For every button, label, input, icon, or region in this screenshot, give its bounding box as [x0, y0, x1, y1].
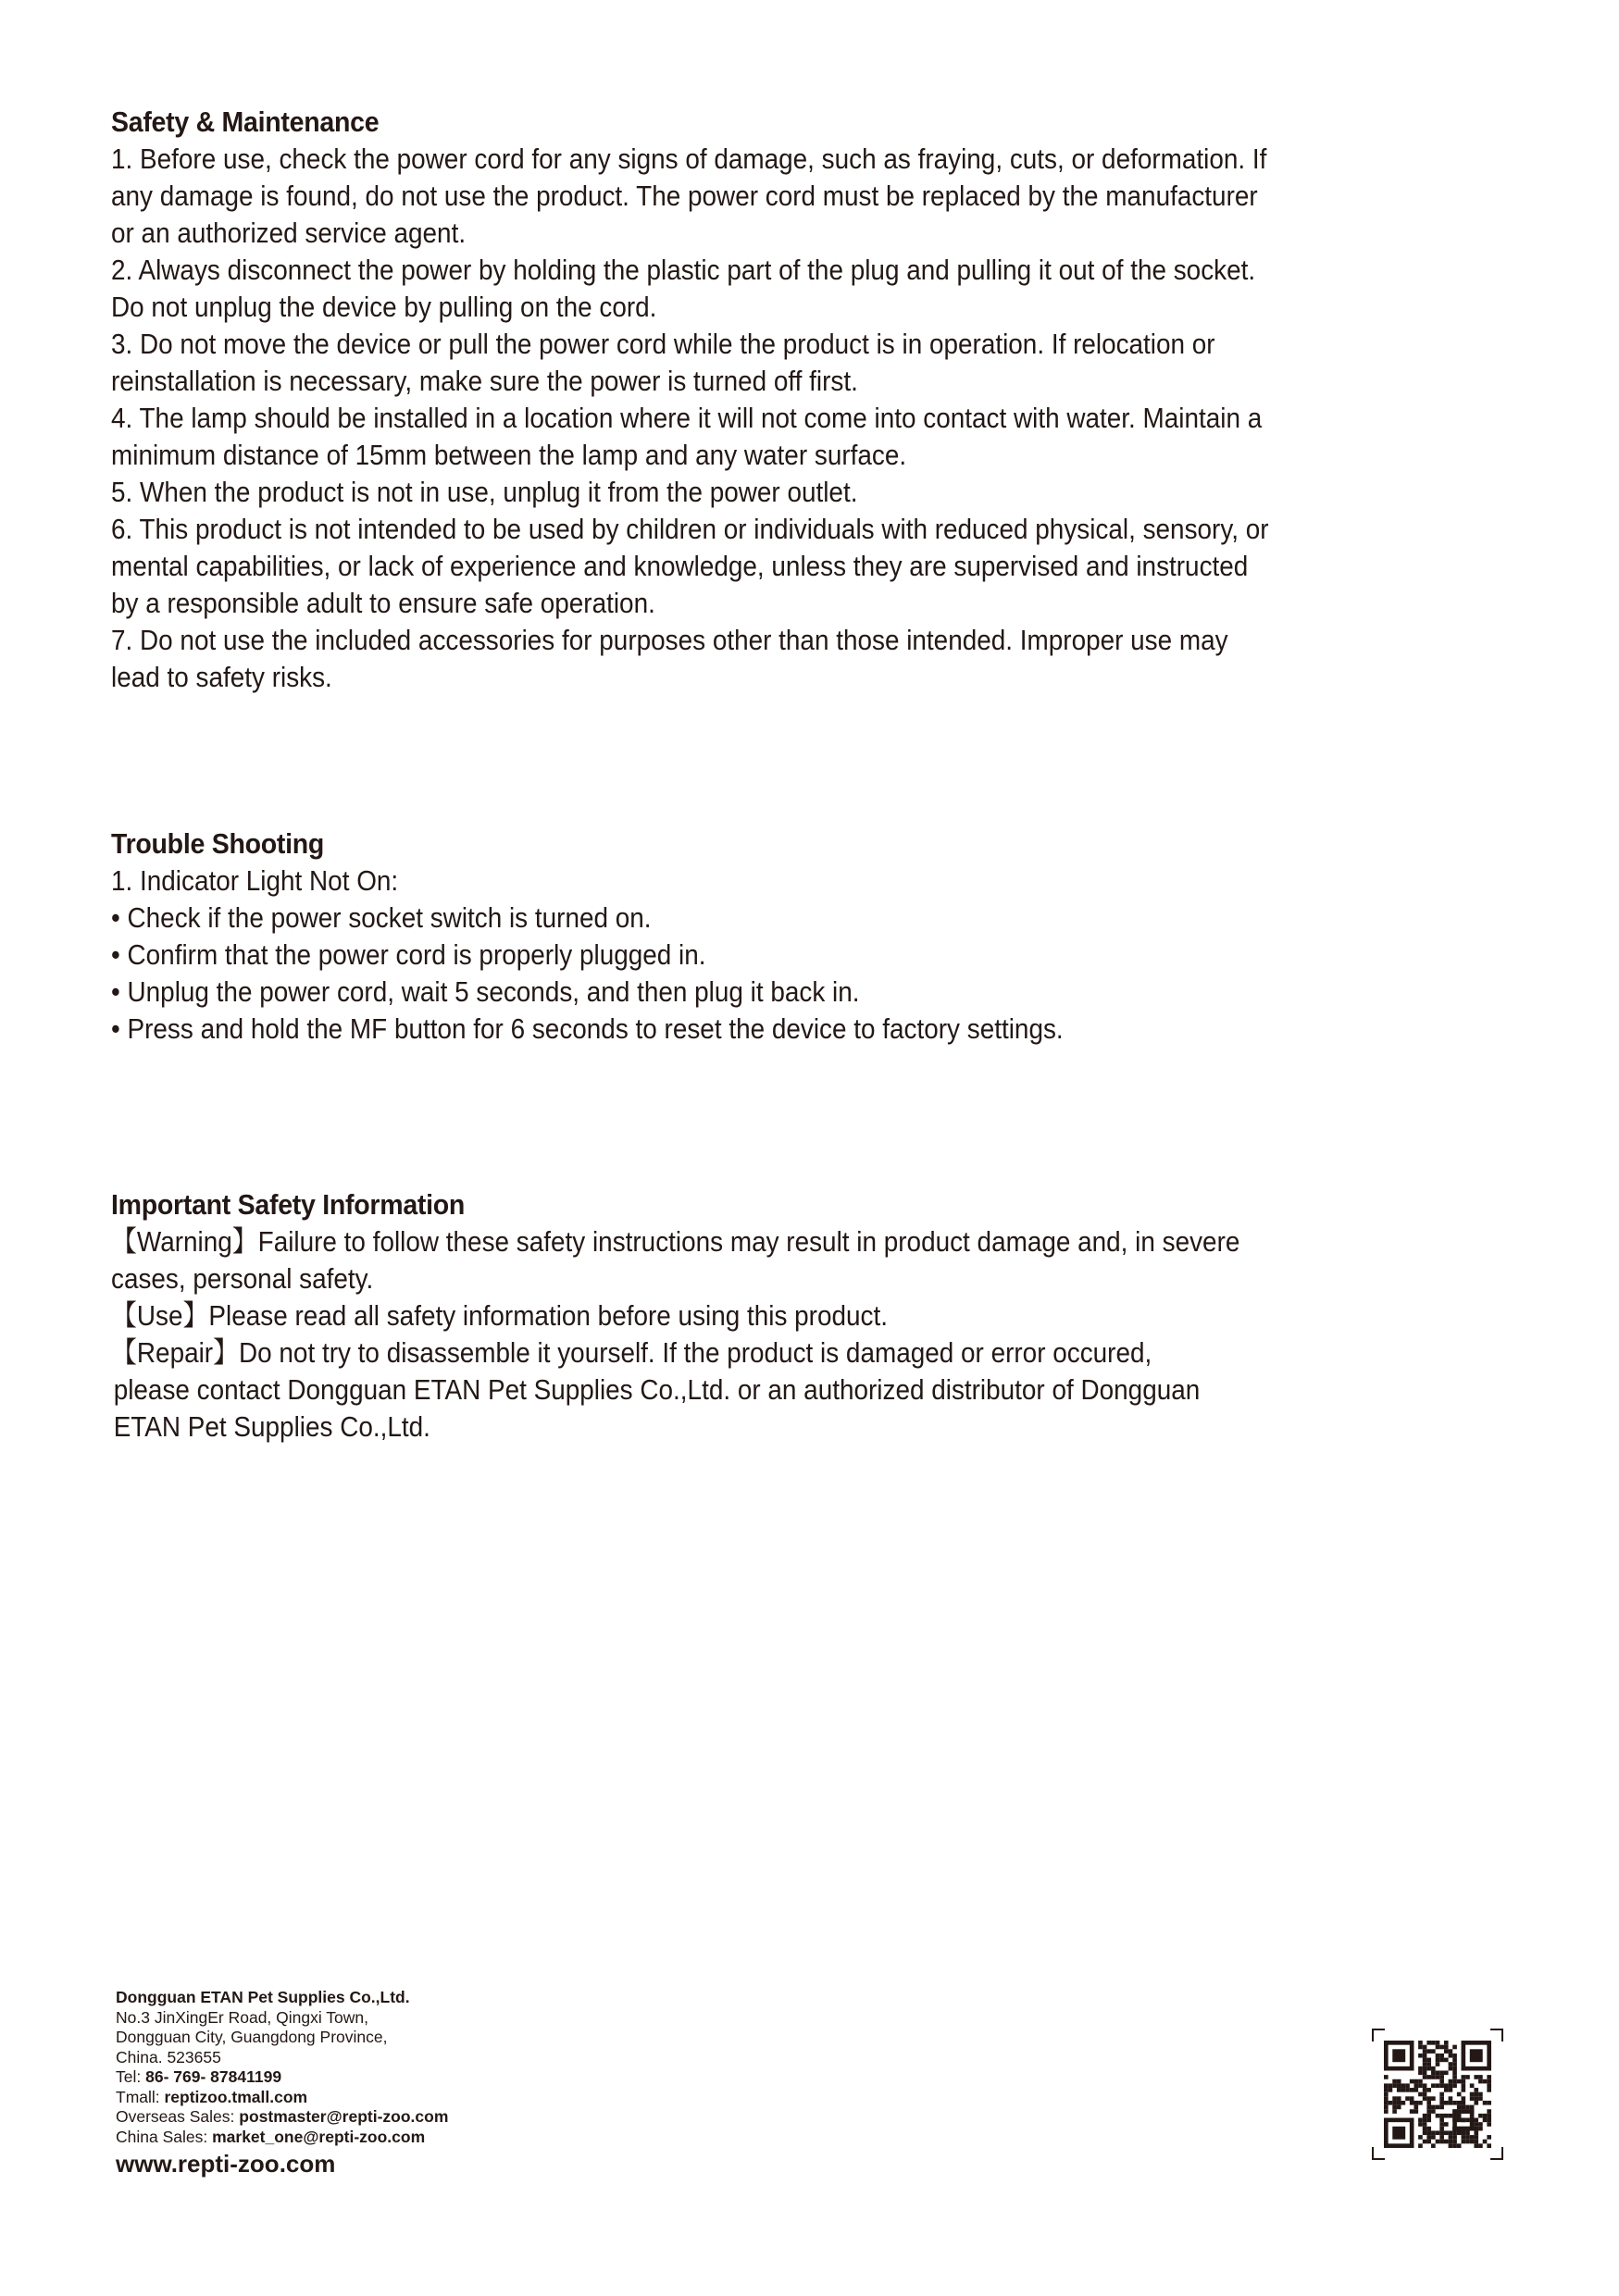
- tmall-link[interactable]: reptizoo.tmall.com: [164, 2087, 308, 2106]
- text-line: 7. Do not use the included accessories for purposes other than those intended. Improper use may: [111, 624, 1228, 656]
- china-sales: [116, 2128, 671, 2148]
- text-line: 【Repair】Do not try to disassemble it yourself. If the product is damaged or error occured,: [111, 1336, 1152, 1369]
- company-name: Dongguan ETAN Pet Supplies Co.,Ltd.: [116, 1988, 410, 2006]
- company-footer: [116, 1988, 671, 2178]
- china-label: China Sales:: [116, 2127, 213, 2146]
- overseas-sales: [116, 2107, 671, 2128]
- china-email-link[interactable]: market_one@repti-zoo.com: [212, 2127, 426, 2146]
- list-item: • Confirm that the power cord is properly plugged in.: [111, 938, 706, 971]
- text-line: 1. Indicator Light Not On:: [111, 864, 399, 897]
- section-heading: Safety & Maintenance: [111, 105, 380, 138]
- text-line: 【Use】Please read all safety information before using this product.: [111, 1299, 888, 1332]
- trouble-shooting-section: [111, 825, 1518, 1048]
- tmall-label: Tmall:: [116, 2087, 165, 2106]
- text-line: reinstallation is necessary, make sure the power is turned off first.: [111, 365, 858, 397]
- text-line: 6. This product is not intended to be used by children or individuals with reduced physical, sensory, or: [111, 513, 1269, 545]
- tel-value: 86- 769- 87841199: [145, 2067, 282, 2086]
- text-line: 3. Do not move the device or pull the power cord while the product is in operation. If relocation or: [111, 328, 1215, 360]
- text-line: please contact Dongguan ETAN Pet Supplies Co.,Ltd. or an authorized distributor of Dongguan: [113, 1373, 1201, 1406]
- text-line: 4. The lamp should be installed in a location where it will not come into contact with water. Maintain a: [111, 402, 1263, 434]
- section-heading: Trouble Shooting: [111, 827, 325, 860]
- address-line: No.3 JinXingEr Road, Qingxi Town,: [116, 2007, 369, 2027]
- list-item: • Check if the power socket switch is turned on.: [111, 901, 652, 934]
- address-line: China. 523655: [116, 2047, 221, 2066]
- text-line: 2. Always disconnect the power by holding the plastic part of the plug and pulling it out of the socket.: [111, 254, 1256, 286]
- text-line: 【Warning】Failure to follow these safety instructions may result in product damage and, in severe: [111, 1225, 1240, 1258]
- text-line: cases, personal safety.: [111, 1262, 374, 1295]
- text-line: any damage is found, do not use the product. The power cord must be replaced by the manufacturer: [111, 180, 1258, 212]
- text-line: ETAN Pet Supplies Co.,Ltd.: [113, 1410, 430, 1443]
- tel-label: Tel:: [116, 2067, 146, 2086]
- text-line: minimum distance of 15mm between the lamp and any water surface.: [111, 439, 907, 471]
- text-line: 1. Before use, check the power cord for any signs of damage, such as fraying, cuts, or deformation. If: [111, 143, 1267, 175]
- text-line: 5. When the product is not in use, unplug it from the power outlet.: [111, 476, 858, 508]
- tmall: [116, 2088, 671, 2108]
- list-item: • Press and hold the MF button for 6 seconds to reset the device to factory settings.: [111, 1012, 1064, 1045]
- text-line: by a responsible adult to ensure safe operation.: [111, 587, 655, 619]
- text-line: or an authorized service agent.: [111, 217, 467, 249]
- text-line: Do not unplug the device by pulling on the cord.: [111, 291, 657, 323]
- qr-code-icon: [1372, 2029, 1503, 2160]
- safety-maintenance-section: [111, 104, 1518, 696]
- important-safety-section: [111, 1186, 1518, 1446]
- website-link[interactable]: www.repti-zoo.com: [116, 2150, 336, 2178]
- section-heading: Important Safety Information: [111, 1188, 466, 1221]
- text-line: mental capabilities, or lack of experience and knowledge, unless they are supervised and instructed: [111, 550, 1249, 582]
- overseas-email-link[interactable]: postmaster@repti-zoo.com: [239, 2107, 449, 2126]
- telephone: [116, 2067, 671, 2088]
- list-item: • Unplug the power cord, wait 5 seconds, and then plug it back in.: [111, 975, 860, 1008]
- overseas-label: Overseas Sales:: [116, 2107, 240, 2126]
- address-line: Dongguan City, Guangdong Province,: [116, 2028, 388, 2046]
- text-line: lead to safety risks.: [111, 661, 332, 693]
